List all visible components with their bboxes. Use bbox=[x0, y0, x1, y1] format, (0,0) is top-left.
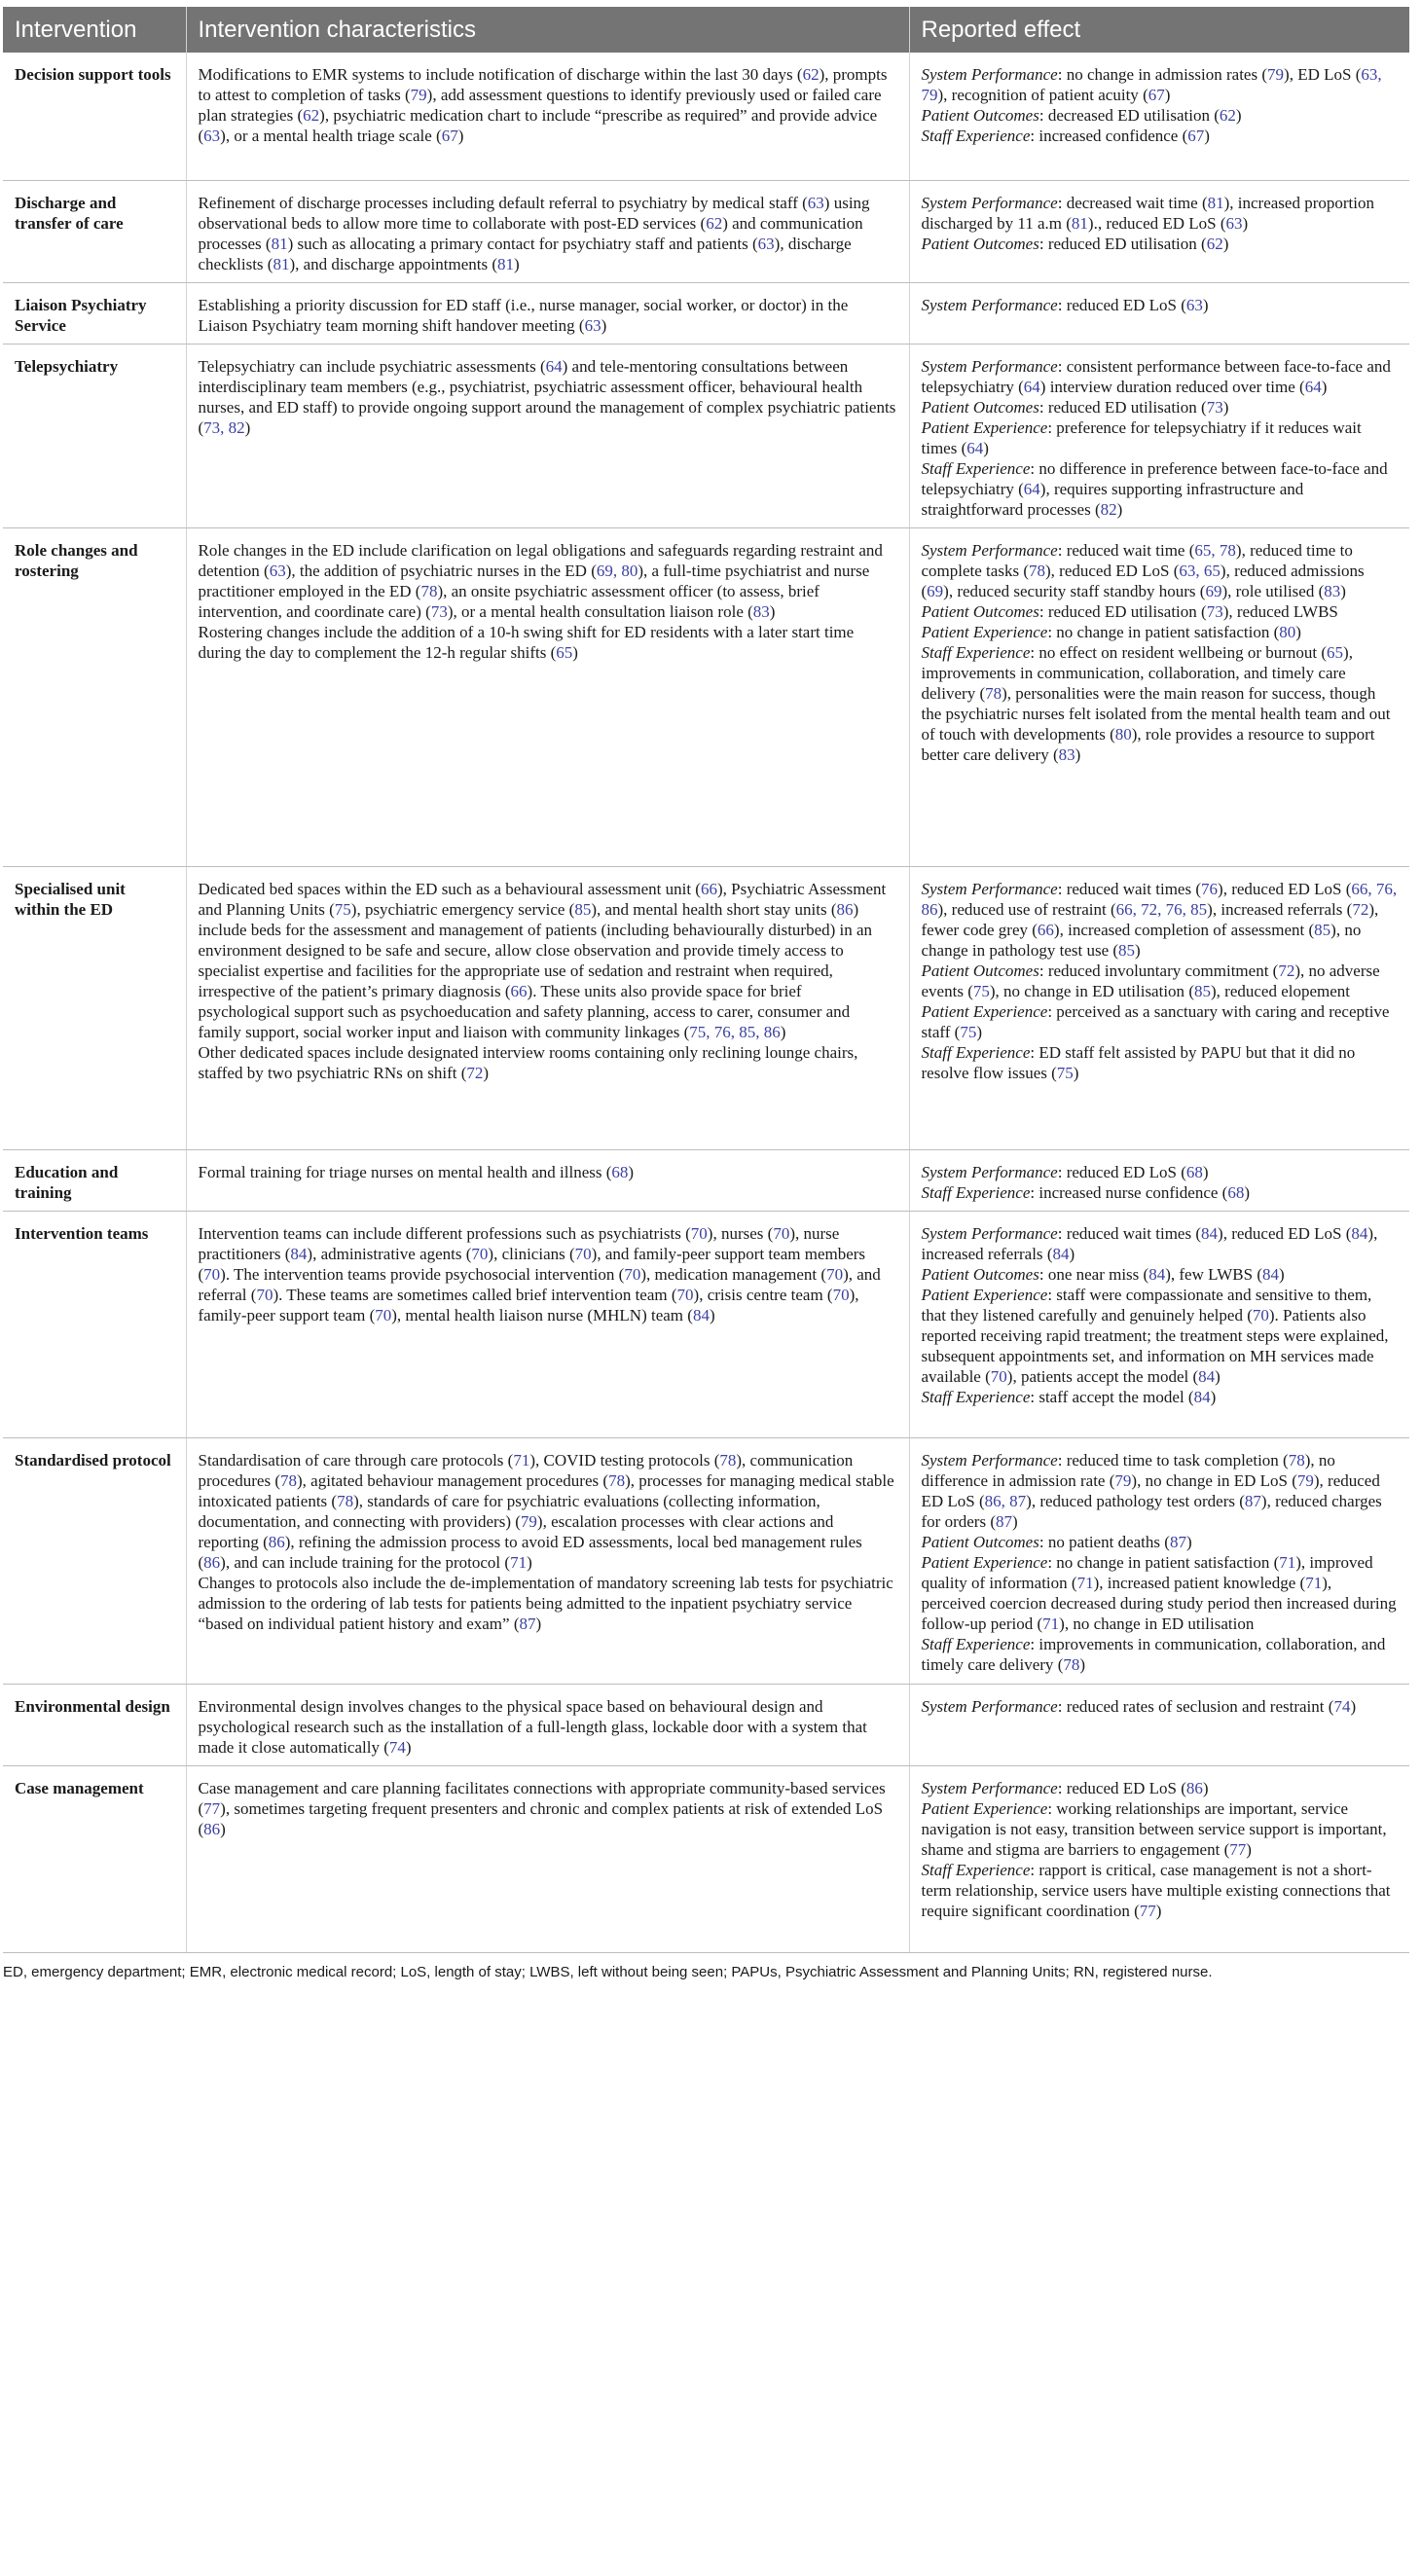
intervention-characteristics bbox=[186, 1684, 909, 1765]
effect-text: : perceived as a sanctuary with caring and receptive staff (75) bbox=[921, 1001, 1390, 1041]
reference-citation[interactable]: 73, 82 bbox=[203, 417, 245, 437]
reference-citation[interactable]: 83 bbox=[752, 601, 770, 621]
intervention-name: Education and training bbox=[3, 1149, 186, 1211]
effect-category: Patient Experience bbox=[921, 1001, 1048, 1021]
intervention-name: Discharge and transfer of care bbox=[3, 180, 186, 282]
reference-citation[interactable]: 70 bbox=[471, 1244, 489, 1263]
effect-category: Patient Outcomes bbox=[921, 601, 1039, 621]
reference-citation[interactable]: 63 bbox=[1185, 295, 1203, 314]
reference-citation[interactable]: 87 bbox=[995, 1511, 1012, 1531]
reference-citation[interactable]: 75 bbox=[334, 899, 351, 919]
reference-citation[interactable]: 71 bbox=[513, 1450, 530, 1469]
reference-citation[interactable]: 70 bbox=[574, 1244, 592, 1263]
intervention-name: Environmental design bbox=[3, 1684, 186, 1765]
effect-text: : no patient deaths (87) bbox=[1038, 1532, 1192, 1551]
effect-category: System Performance bbox=[921, 1450, 1058, 1469]
effect-line bbox=[922, 1162, 1399, 1182]
reference-citation[interactable]: 79 bbox=[520, 1511, 537, 1531]
effect-category: Patient Outcomes bbox=[921, 397, 1039, 417]
reference-citation[interactable]: 80 bbox=[1279, 622, 1296, 641]
effect-text: : consistent performance between face-to-face and telepsychiatry (64) interview duration reduced over time (64) bbox=[921, 356, 1391, 396]
reference-citation[interactable]: 70 bbox=[1252, 1305, 1269, 1324]
table-body bbox=[3, 53, 1409, 1952]
reference-citation[interactable]: 79 bbox=[1114, 1470, 1132, 1490]
effect-line bbox=[922, 642, 1399, 765]
intervention-characteristics bbox=[186, 1211, 909, 1437]
effect-category: System Performance bbox=[921, 1223, 1058, 1243]
intervention-name: Telepsychiatry bbox=[3, 344, 186, 527]
reference-citation[interactable]: 73 bbox=[1206, 601, 1223, 621]
reference-citation[interactable]: 75 bbox=[960, 1022, 977, 1041]
reference-citation[interactable]: 81 bbox=[1071, 213, 1088, 233]
reference-citation[interactable]: 87 bbox=[1244, 1491, 1261, 1510]
effect-text: : reduced wait times (84), reduced ED LoS (84), increased referrals (84) bbox=[921, 1223, 1378, 1263]
effect-line bbox=[922, 1042, 1399, 1083]
reference-citation[interactable]: 78 bbox=[985, 683, 1002, 703]
effect-line bbox=[922, 458, 1399, 520]
effect-category: System Performance bbox=[921, 540, 1058, 560]
reported-effect bbox=[909, 53, 1409, 180]
effect-line bbox=[922, 295, 1399, 315]
reference-citation[interactable]: 70 bbox=[690, 1223, 708, 1243]
characteristics-paragraph: Dedicated bed spaces within the ED such as a behavioural assessment unit (66), Psychiatric Assessment and Planning Units (75), psychiatric emergency service (85), and mental health short stay units (86) include beds for the assessment and management of patients (including behaviourally disturbed) in an environment designed to be safe and secure, allow close observation and provide timely access to specialist expertise and facilities for the appropriate use of sedation and restraint when required, irrespective of the patient’s primary diagnosis (66). These units also provide space for brief psychological support such as psychoeducation and safety planning, access to carer, consumer and family support, social worker input and liaison with community linkages (75, 76, 85, 86) bbox=[198, 879, 887, 1041]
reference-citation[interactable]: 78 bbox=[280, 1470, 297, 1490]
effect-line bbox=[922, 1552, 1399, 1634]
reported-effect bbox=[909, 1765, 1409, 1952]
effect-category: System Performance bbox=[921, 879, 1058, 898]
reference-citation[interactable]: 70 bbox=[676, 1285, 694, 1304]
effect-line bbox=[922, 1798, 1399, 1860]
reported-effect bbox=[909, 180, 1409, 282]
effect-text: : rapport is critical, case management is not a short-term relationship, service users have multiple existing connections that require significant coordination (77) bbox=[921, 1860, 1391, 1920]
reference-citation[interactable]: 68 bbox=[1227, 1182, 1245, 1202]
reference-citation[interactable]: 73 bbox=[430, 601, 448, 621]
reference-citation[interactable]: 74 bbox=[388, 1737, 406, 1757]
characteristics-paragraph: Establishing a priority discussion for ED staff (i.e., nurse manager, social worker, or doctor) in the Liaison Psychiatry team morning shift handover meeting (63) bbox=[198, 295, 849, 335]
effect-line bbox=[922, 1387, 1399, 1407]
reference-citation[interactable]: 79 bbox=[410, 86, 427, 104]
effect-text: : decreased ED utilisation (62) bbox=[1038, 106, 1242, 125]
effect-category: System Performance bbox=[921, 1162, 1058, 1181]
reference-citation[interactable]: 79 bbox=[1267, 65, 1285, 84]
effect-line bbox=[922, 540, 1399, 601]
reported-effect bbox=[909, 1437, 1409, 1684]
characteristics-paragraph: Rostering changes include the addition of a 10-h swing shift for ED residents with a later start time during the day to complement the 12-h regular shifts (65) bbox=[198, 622, 855, 662]
reported-effect bbox=[909, 282, 1409, 344]
effect-text: : reduced rates of seclusion and restraint (74) bbox=[1057, 1696, 1357, 1716]
effect-text: : reduced wait time (65, 78), reduced time to complete tasks (78), reduced ED LoS (63, 65), reduced admissions (69), reduced security staff standby hours (69), role utilised (83) bbox=[921, 540, 1365, 600]
reference-citation[interactable]: 84 bbox=[290, 1244, 308, 1263]
reference-citation[interactable]: 79 bbox=[1296, 1470, 1314, 1490]
effect-text: : increased nurse confidence (68) bbox=[1030, 1182, 1251, 1202]
reference-citation[interactable]: 70 bbox=[773, 1223, 790, 1243]
effect-line bbox=[922, 64, 1399, 105]
reference-citation[interactable]: 71 bbox=[1076, 1573, 1094, 1592]
reference-citation[interactable]: 78 bbox=[608, 1470, 626, 1490]
table-row bbox=[3, 1211, 1409, 1437]
reference-citation[interactable]: 63 bbox=[1225, 213, 1243, 233]
effect-text: : staff were compassionate and sensitive to them, that they listened carefully and genuinely helped (70). Patients also reported receiving rapid treatment; the treatment steps were explained, subsequent appointments set, and information on MH services made available (70), patients accept the model (84) bbox=[921, 1285, 1389, 1386]
table-row bbox=[3, 866, 1409, 1149]
effect-text: : reduced ED utilisation (62) bbox=[1038, 234, 1229, 253]
effect-category: Patient Experience bbox=[921, 1798, 1048, 1818]
header-reported-effect: Reported effect bbox=[909, 7, 1409, 53]
intervention-name: Standardised protocol bbox=[3, 1437, 186, 1684]
characteristics-paragraph: Case management and care planning facilitates connections with appropriate community-based services (77), sometimes targeting frequent presenters and chronic and complex patients at risk of extended LoS (86) bbox=[198, 1778, 886, 1838]
effect-category: Patient Experience bbox=[921, 1552, 1048, 1572]
effect-text: : no change in patient satisfaction (71), improved quality of information (71), increased patient knowledge (71), perceived coercion decreased during study period then increased during follow-up period (71), no change in ED utilisation bbox=[921, 1552, 1397, 1633]
reference-citation[interactable]: 64 bbox=[545, 356, 563, 376]
reference-citation[interactable]: 66, 76, 86 bbox=[921, 879, 1398, 919]
effect-text: : no change in admission rates (79), ED LoS (63, 79), recognition of patient acuity (67) bbox=[921, 65, 1382, 104]
effect-category: Staff Experience bbox=[921, 1042, 1031, 1062]
effect-line bbox=[922, 622, 1399, 642]
reference-citation[interactable]: 77 bbox=[203, 1798, 221, 1818]
reference-citation[interactable]: 83 bbox=[1324, 581, 1341, 600]
reference-citation[interactable]: 84 bbox=[1198, 1366, 1216, 1386]
reference-citation[interactable]: 62 bbox=[706, 213, 723, 233]
reference-citation[interactable]: 84 bbox=[1052, 1244, 1070, 1263]
effect-category: System Performance bbox=[921, 193, 1058, 212]
effect-category: Patient Experience bbox=[921, 1285, 1048, 1304]
effect-category: Staff Experience bbox=[921, 1634, 1031, 1653]
reference-citation[interactable]: 63 bbox=[584, 315, 601, 335]
effect-text: : reduced ED utilisation (73) bbox=[1038, 397, 1229, 417]
table-row bbox=[3, 527, 1409, 866]
intervention-characteristics bbox=[186, 866, 909, 1149]
reference-citation[interactable]: 84 bbox=[1193, 1387, 1211, 1406]
reference-citation[interactable]: 81 bbox=[1207, 193, 1224, 212]
characteristics-paragraph: Role changes in the ED include clarification on legal obligations and safeguards regarding restraint and detention (63), the addition of psychiatric nurses in the ED (69, 80), a full-time psychiatrist and nurse practitioner employed in the ED (78), an onsite psychiatric assessment officer (to assess, brief intervention, and coordinate care) (73), or a mental health consultation liaison role (83) bbox=[198, 540, 883, 621]
reference-citation[interactable]: 85 bbox=[1193, 981, 1211, 1000]
effect-text: : reduced ED utilisation (73), reduced LWBS bbox=[1038, 601, 1338, 621]
effect-text: : reduced ED LoS (86) bbox=[1057, 1778, 1209, 1797]
intervention-name: Case management bbox=[3, 1765, 186, 1952]
effect-text: : reduced involuntary commitment (72), no adverse events (75), no change in ED utilisation (85), reduced elopement bbox=[921, 961, 1380, 1000]
intervention-name: Decision support tools bbox=[3, 53, 186, 180]
intervention-characteristics bbox=[186, 1437, 909, 1684]
reference-citation[interactable]: 76 bbox=[1201, 879, 1219, 898]
effect-text: : decreased wait time (81), increased proportion discharged by 11 a.m (81)., reduced ED LoS (63) bbox=[921, 193, 1374, 233]
intervention-characteristics bbox=[186, 1765, 909, 1952]
reference-citation[interactable]: 67 bbox=[1187, 127, 1205, 145]
reference-citation[interactable]: 78 bbox=[1063, 1654, 1080, 1674]
effect-line bbox=[922, 1285, 1399, 1387]
reference-citation[interactable]: 84 bbox=[1262, 1264, 1280, 1284]
header-characteristics: Intervention characteristics bbox=[186, 7, 909, 53]
reference-citation[interactable]: 70 bbox=[375, 1305, 392, 1324]
effect-line bbox=[922, 601, 1399, 622]
effect-category: System Performance bbox=[921, 65, 1058, 84]
reference-citation[interactable]: 73 bbox=[1206, 397, 1223, 417]
reference-citation[interactable]: 82 bbox=[1100, 499, 1117, 519]
effect-text: : reduced ED LoS (68) bbox=[1057, 1162, 1209, 1181]
effect-category: Patient Experience bbox=[921, 417, 1048, 437]
effect-category: Staff Experience bbox=[921, 642, 1031, 662]
reference-citation[interactable]: 70 bbox=[990, 1366, 1007, 1386]
reference-citation[interactable]: 70 bbox=[832, 1285, 850, 1304]
reference-citation[interactable]: 63, 79 bbox=[921, 65, 1382, 104]
intervention-characteristics bbox=[186, 1149, 909, 1211]
reference-citation[interactable]: 77 bbox=[1229, 1839, 1247, 1859]
effect-line bbox=[922, 1223, 1399, 1264]
table-row bbox=[3, 180, 1409, 282]
reference-citation[interactable]: 63 bbox=[269, 561, 286, 580]
effect-line bbox=[922, 1182, 1399, 1203]
effect-category: Staff Experience bbox=[921, 1860, 1031, 1879]
intervention-characteristics bbox=[186, 53, 909, 180]
effect-category: Staff Experience bbox=[921, 1182, 1031, 1202]
characteristics-paragraph: Refinement of discharge processes including default referral to psychiatry by medical staff (63) using observational beds to allow more time to collaborate with post-ED services (62) and communication processes (81) such as allocating a primary contact for psychiatry staff and patients (63), discharge checklists (81), and discharge appointments (81) bbox=[198, 193, 870, 273]
effect-category: Patient Outcomes bbox=[921, 1532, 1039, 1551]
characteristics-paragraph: Formal training for triage nurses on mental health and illness (68) bbox=[198, 1162, 635, 1181]
reference-citation[interactable]: 66 bbox=[700, 879, 717, 898]
reference-citation[interactable]: 78 bbox=[719, 1450, 737, 1469]
reference-citation[interactable]: 78 bbox=[1288, 1450, 1305, 1469]
reference-citation[interactable]: 62 bbox=[802, 65, 820, 84]
effect-category: Staff Experience bbox=[921, 458, 1031, 478]
reference-citation[interactable]: 75 bbox=[972, 981, 990, 1000]
reference-citation[interactable]: 75, 76, 85, 86 bbox=[689, 1022, 781, 1041]
effect-line bbox=[922, 417, 1399, 458]
reference-citation[interactable]: 78 bbox=[1028, 561, 1045, 580]
reference-citation[interactable]: 71 bbox=[510, 1552, 528, 1572]
reference-citation[interactable]: 72 bbox=[466, 1063, 484, 1082]
reference-citation[interactable]: 69 bbox=[1205, 581, 1222, 600]
table-footnote: ED, emergency department; EMR, electronic medical record; LoS, length of stay; LWBS, left without being seen; PAPUs, Psychiatric Assessment and Planning Units; RN, registered nurse. bbox=[3, 1963, 1213, 1980]
intervention-name: Specialised unit within the ED bbox=[3, 866, 186, 1149]
effect-category: System Performance bbox=[921, 1778, 1058, 1797]
reference-citation[interactable]: 84 bbox=[692, 1305, 710, 1324]
table-row bbox=[3, 1684, 1409, 1765]
reference-citation[interactable]: 78 bbox=[420, 581, 438, 600]
reference-citation[interactable]: 84 bbox=[1148, 1264, 1166, 1284]
reference-citation[interactable]: 78 bbox=[337, 1491, 354, 1510]
effect-line bbox=[922, 105, 1399, 126]
table-row bbox=[3, 1437, 1409, 1684]
reference-citation[interactable]: 69, 80 bbox=[596, 561, 638, 580]
reference-citation[interactable]: 86 bbox=[203, 1819, 221, 1838]
reference-citation[interactable]: 86 bbox=[203, 1552, 221, 1572]
intervention-characteristics bbox=[186, 344, 909, 527]
reference-citation[interactable]: 72 bbox=[1352, 899, 1369, 919]
reference-citation[interactable]: 64 bbox=[966, 438, 984, 457]
effect-text: : reduced time to task completion (78), no difference in admission rate (79), no change in ED LoS (79), reduced ED LoS (86, 87), reduced pathology test orders (87), reduced charges for orders (87) bbox=[921, 1450, 1382, 1531]
reference-citation[interactable]: 62 bbox=[1219, 106, 1236, 125]
effect-category: Staff Experience bbox=[921, 127, 1031, 145]
effect-category: Staff Experience bbox=[921, 1387, 1031, 1406]
reference-citation[interactable]: 64 bbox=[1023, 479, 1040, 498]
reported-effect bbox=[909, 1149, 1409, 1211]
reference-citation[interactable]: 86 bbox=[268, 1532, 285, 1551]
characteristics-paragraph: Intervention teams can include different professions such as psychiatrists (70), nurses (70), nurse practitioners (84), administrative agents (70), clinicians (70), and family-peer support team members (70). The intervention teams provide psychosocial intervention (70), medication management (70), and referral (70). These teams are sometimes called brief intervention team (70), crisis centre team (70), family-peer support team (70), mental health liaison nurse (MHLN) team (84) bbox=[198, 1223, 881, 1324]
reference-citation[interactable]: 66 bbox=[1037, 920, 1054, 939]
reference-citation[interactable]: 84 bbox=[1351, 1223, 1368, 1243]
reference-citation[interactable]: 86, 87 bbox=[984, 1491, 1027, 1510]
characteristics-paragraph: Changes to protocols also include the de-implementation of mandatory screening lab tests for psychiatric admission to the ordering of lab tests for patients being admitted to the inpatient psychiatry service “based on individual patient history and exam” (87) bbox=[198, 1573, 893, 1633]
effect-line bbox=[922, 1001, 1399, 1042]
effect-line bbox=[922, 193, 1399, 234]
reference-citation[interactable]: 67 bbox=[1148, 86, 1165, 104]
effect-category: Patient Outcomes bbox=[921, 1264, 1039, 1284]
intervention-characteristics bbox=[186, 282, 909, 344]
characteristics-paragraph: Modifications to EMR systems to include notification of discharge within the last 30 days (62), prompts to attest to completion of tasks (79), add assessment questions to identify previously used or failed care plan strategies (62), psychiatric medication chart to include “prescribe as required” and provide advice (63), or a mental health triage scale (67) bbox=[198, 65, 888, 145]
characteristics-paragraph: Telepsychiatry can include psychiatric assessments (64) and tele-mentoring consultations between interdisciplinary team members (e.g., psychiatrist, psychiatric assessment officer, behavioural health nurses, and ED staff) to provide ongoing support around the management of complex psychiatric patients (73, 82) bbox=[198, 356, 896, 437]
reported-effect bbox=[909, 1211, 1409, 1437]
header-intervention: Intervention bbox=[3, 7, 186, 53]
reported-effect bbox=[909, 1684, 1409, 1765]
reference-citation[interactable]: 68 bbox=[611, 1162, 629, 1181]
reference-citation[interactable]: 70 bbox=[624, 1264, 641, 1284]
reference-citation[interactable]: 65, 78 bbox=[1194, 540, 1236, 560]
effect-text: : no difference in preference between face-to-face and telepsychiatry (64), requires supporting infrastructure and straightforward processes (82) bbox=[921, 458, 1388, 519]
reference-citation[interactable]: 85 bbox=[1118, 940, 1136, 960]
effect-line bbox=[922, 126, 1399, 146]
effect-line bbox=[922, 879, 1399, 961]
reference-citation[interactable]: 62 bbox=[1206, 234, 1223, 253]
reference-citation[interactable]: 65 bbox=[556, 642, 573, 662]
reference-citation[interactable]: 63 bbox=[203, 127, 221, 145]
reference-citation[interactable]: 63 bbox=[757, 234, 775, 253]
reference-citation[interactable]: 66, 72, 76, 85 bbox=[1115, 899, 1208, 919]
reference-citation[interactable]: 86 bbox=[1185, 1778, 1203, 1797]
reported-effect bbox=[909, 527, 1409, 866]
reference-citation[interactable]: 69 bbox=[927, 581, 944, 600]
reference-citation[interactable]: 64 bbox=[1023, 377, 1040, 396]
table-row bbox=[3, 1149, 1409, 1211]
effect-category: Patient Outcomes bbox=[921, 106, 1039, 125]
reference-citation[interactable]: 65 bbox=[1327, 642, 1344, 662]
reference-citation[interactable]: 77 bbox=[1139, 1901, 1156, 1920]
effect-category: Patient Experience bbox=[921, 622, 1048, 641]
effect-text: : reduced wait times (76), reduced ED LoS (66, 76, 86), reduced use of restraint (66, 72, 76, 85), increased referrals (72), fewer code grey (66), increased completion of assessment (85), no change in pathology test use (85) bbox=[921, 879, 1398, 960]
effect-line bbox=[922, 397, 1399, 417]
reference-citation[interactable]: 63 bbox=[807, 193, 824, 212]
interventions-table bbox=[3, 7, 1409, 1953]
reference-citation[interactable]: 86 bbox=[836, 899, 854, 919]
effect-text: : increased confidence (67) bbox=[1030, 127, 1210, 145]
reference-citation[interactable]: 68 bbox=[1185, 1162, 1203, 1181]
effect-category: Patient Outcomes bbox=[921, 234, 1039, 253]
effect-text: : no change in patient satisfaction (80) bbox=[1047, 622, 1301, 641]
reference-citation[interactable]: 70 bbox=[203, 1264, 221, 1284]
effect-line bbox=[922, 961, 1399, 1001]
reference-citation[interactable]: 71 bbox=[1279, 1552, 1296, 1572]
reference-citation[interactable]: 74 bbox=[1333, 1696, 1351, 1716]
effect-line bbox=[922, 1450, 1399, 1532]
characteristics-paragraph: Environmental design involves changes to the physical space based on behavioural design and psychological research such as the installation of a full-length glass, lockable door with a system that made it close automatically (74) bbox=[198, 1696, 867, 1757]
table-row bbox=[3, 1765, 1409, 1952]
intervention-name: Role changes and rostering bbox=[3, 527, 186, 866]
effect-line bbox=[922, 1532, 1399, 1552]
reference-citation[interactable]: 83 bbox=[1058, 744, 1075, 764]
reference-citation[interactable]: 81 bbox=[497, 254, 515, 273]
effect-text: : reduced ED LoS (63) bbox=[1057, 295, 1209, 314]
effect-line bbox=[922, 1696, 1399, 1717]
table-row bbox=[3, 344, 1409, 527]
effect-category: System Performance bbox=[921, 356, 1058, 376]
effect-line bbox=[922, 234, 1399, 254]
reference-citation[interactable]: 81 bbox=[271, 234, 288, 253]
reference-citation[interactable]: 81 bbox=[273, 254, 290, 273]
reference-citation[interactable]: 70 bbox=[826, 1264, 844, 1284]
effect-text: : ED staff felt assisted by PAPU but that it did no resolve flow issues (75) bbox=[921, 1042, 1356, 1082]
table-row bbox=[3, 282, 1409, 344]
reference-citation[interactable]: 71 bbox=[1042, 1614, 1060, 1633]
reference-citation[interactable]: 70 bbox=[256, 1285, 273, 1304]
reported-effect bbox=[909, 866, 1409, 1149]
reference-citation[interactable]: 66 bbox=[510, 981, 528, 1000]
reference-citation[interactable]: 87 bbox=[519, 1614, 536, 1633]
reference-citation[interactable]: 80 bbox=[1114, 724, 1132, 744]
characteristics-paragraph: Other dedicated spaces include designated interview rooms containing only reclining lounge chairs, staffed by two psychiatric RNs on shift (72) bbox=[198, 1042, 858, 1082]
effect-text: : staff accept the model (84) bbox=[1030, 1387, 1217, 1406]
reference-citation[interactable]: 75 bbox=[1056, 1063, 1074, 1082]
effect-line bbox=[922, 1634, 1399, 1675]
reference-citation[interactable]: 85 bbox=[1314, 920, 1331, 939]
table-row bbox=[3, 53, 1409, 180]
effect-text: : one near miss (84), few LWBS (84) bbox=[1038, 1264, 1285, 1284]
effect-line bbox=[922, 1778, 1399, 1798]
reported-effect bbox=[909, 344, 1409, 527]
reference-citation[interactable]: 85 bbox=[574, 899, 592, 919]
reference-citation[interactable]: 67 bbox=[441, 127, 458, 145]
reference-citation[interactable]: 64 bbox=[1304, 377, 1322, 396]
intervention-name: Intervention teams bbox=[3, 1211, 186, 1437]
effect-line bbox=[922, 356, 1399, 397]
characteristics-paragraph: Standardisation of care through care protocols (71), COVID testing protocols (78), communication procedures (78), agitated behaviour management procedures (78), processes for managing medical stable intoxicated patients (78), standards of care for psychiatric evaluations (collecting information, documentation, and connecting with providers) (79), escalation processes with clear actions and reporting (86), refining the admission process to avoid ED assessments, local bed management rules (86), and can include training for the protocol (71) bbox=[198, 1450, 894, 1572]
reference-citation[interactable]: 72 bbox=[1278, 961, 1295, 980]
reference-citation[interactable]: 87 bbox=[1169, 1532, 1186, 1551]
effect-category: System Performance bbox=[921, 1696, 1058, 1716]
intervention-characteristics bbox=[186, 527, 909, 866]
intervention-name: Liaison Psychiatry Service bbox=[3, 282, 186, 344]
header-row bbox=[3, 7, 1409, 53]
effect-text: : working relationships are important, service navigation is not easy, transition between service support is important, shame and stigma are barriers to engagement (77) bbox=[921, 1798, 1387, 1859]
reference-citation[interactable]: 84 bbox=[1201, 1223, 1219, 1243]
intervention-characteristics bbox=[186, 180, 909, 282]
reference-citation[interactable]: 62 bbox=[303, 106, 320, 125]
effect-text: : improvements in communication, collaboration, and timely care delivery (78) bbox=[921, 1634, 1386, 1674]
effect-text: : preference for telepsychiatry if it reduces wait times (64) bbox=[921, 417, 1362, 457]
reference-citation[interactable]: 71 bbox=[1305, 1573, 1323, 1592]
effect-line bbox=[922, 1860, 1399, 1921]
effect-category: Patient Outcomes bbox=[921, 961, 1039, 980]
effect-line bbox=[922, 1264, 1399, 1285]
effect-text: : no effect on resident wellbeing or burnout (65), improvements in communication, collaboration, and timely care delivery (78), personalities were the main reason for success, though the psychiatric nurses felt isolated from the mental health team and out of touch with developments (80), role provides a resource to support better care delivery (83) bbox=[921, 642, 1391, 764]
effect-category: System Performance bbox=[921, 295, 1058, 314]
reference-citation[interactable]: 63, 65 bbox=[1179, 561, 1221, 580]
